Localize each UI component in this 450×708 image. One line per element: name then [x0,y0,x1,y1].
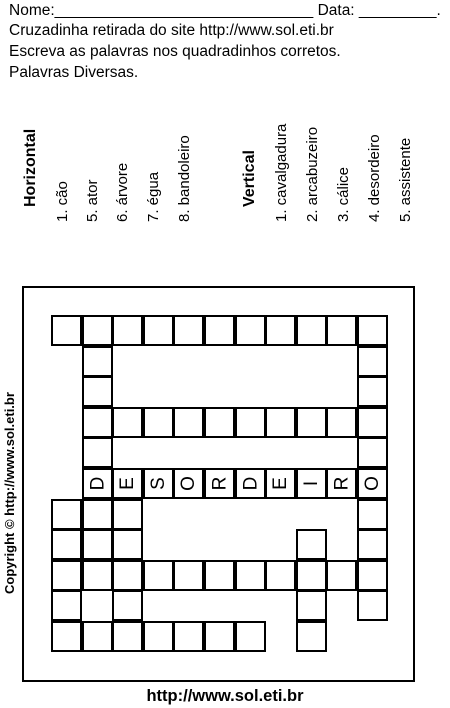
crossword-cell[interactable] [51,315,82,346]
crossword-cell[interactable] [112,529,143,560]
crossword-cell[interactable] [173,407,204,438]
horizontal-clue-1: 1. cão [54,181,71,222]
footer-url: http://www.sol.eti.br [146,687,304,705]
crossword-cell[interactable] [143,407,174,438]
crossword-cell[interactable] [82,621,113,652]
crossword-cell[interactable] [326,468,357,499]
name-date-line: Nome:______________________________ Data: _________. [9,2,441,19]
crossword-cell[interactable] [326,560,357,591]
crossword-cell[interactable] [265,315,296,346]
crossword-cell[interactable] [82,437,113,468]
crossword-cell[interactable] [357,346,388,377]
crossword-cell[interactable] [82,468,113,499]
crossword-cell[interactable] [296,468,327,499]
horizontal-clue-7: 7. égua [145,171,162,222]
crossword-cell[interactable] [296,560,327,591]
crossword-cell[interactable] [296,315,327,346]
vertical-clue-4: 4. desordeiro [366,134,383,222]
crossword-cell[interactable] [112,560,143,591]
crossword-cell[interactable] [235,468,266,499]
horizontal-clue-8: 8. bandoleiro [176,135,193,222]
crossword-cell[interactable] [51,560,82,591]
crossword-cell[interactable] [296,407,327,438]
crossword-cell[interactable] [82,499,113,530]
cell-letter: E [117,477,138,490]
crossword-cell[interactable] [357,407,388,438]
crossword-cell[interactable] [173,621,204,652]
crossword-cell[interactable] [112,407,143,438]
crossword-cell[interactable] [173,468,204,499]
vertical-clue-2: 2. arcabuzeiro [304,126,321,222]
cell-letter: D [86,476,108,491]
crossword-cell[interactable] [112,590,143,621]
crossword-cell[interactable] [204,468,235,499]
crossword-cell[interactable] [357,499,388,530]
crossword-cell[interactable] [296,590,327,621]
horizontal-title: Horizontal [22,128,39,207]
cell-letter: O [362,476,383,491]
crossword-cell[interactable] [204,407,235,438]
instruction-line: Escreva as palavras nos quadradinhos corretos. [9,43,341,60]
crossword-cell[interactable] [173,560,204,591]
vertical-clue-3: 3. cálice [335,166,352,222]
crossword-cell[interactable] [112,621,143,652]
crossword-cell[interactable] [357,376,388,407]
source-line: Cruzadinha retirada do site http://www.sol.eti.br [9,22,334,39]
crossword-cell[interactable] [235,315,266,346]
crossword-cell[interactable] [112,499,143,530]
crossword-cell[interactable] [143,315,174,346]
crossword-cell[interactable] [204,315,235,346]
crossword-cell[interactable] [173,315,204,346]
crossword-cell[interactable] [296,529,327,560]
cell-letter: R [330,476,352,491]
crossword-cell[interactable] [357,590,388,621]
crossword-cell[interactable] [82,346,113,377]
crossword-cell[interactable] [235,407,266,438]
vertical-clue-5: 5. assistente [397,137,414,222]
crossword-cell[interactable] [143,468,174,499]
crossword-cell[interactable] [326,407,357,438]
crossword-cell[interactable] [143,560,174,591]
crossword-cell[interactable] [357,315,388,346]
theme-line: Palavras Diversas. [9,64,139,81]
crossword-cell[interactable] [326,315,357,346]
crossword-cell[interactable] [265,560,296,591]
horizontal-clue-5: 5. ator [84,179,101,222]
crossword-cell[interactable] [235,621,266,652]
crossword-cell[interactable] [82,407,113,438]
crossword-cell[interactable] [265,407,296,438]
crossword-cell[interactable] [112,315,143,346]
crossword-cell[interactable] [82,529,113,560]
crossword-cell[interactable] [82,376,113,407]
crossword-cell[interactable] [112,468,143,499]
crossword-cell[interactable] [82,315,113,346]
cell-letter: E [270,477,291,490]
crossword-cell[interactable] [204,621,235,652]
crossword-cell[interactable] [357,560,388,591]
crossword-cell[interactable] [51,621,82,652]
crossword-cell[interactable] [357,468,388,499]
crossword-cell[interactable] [265,468,296,499]
cell-letter: S [148,477,169,490]
cell-letter: D [239,476,261,491]
crossword-cell[interactable] [357,437,388,468]
copyright-text: Copyright © http://www.sol.eti.br [2,392,17,594]
crossword-cell[interactable] [82,560,113,591]
crossword-cell[interactable] [143,621,174,652]
cell-letter: O [178,476,199,491]
cell-letter: R [208,476,230,491]
crossword-cell[interactable] [51,529,82,560]
vertical-title: Vertical [241,150,258,207]
cell-letter: I [301,480,322,487]
vertical-clue-1: 1. cavalgadura [273,123,290,222]
crossword-cell[interactable] [51,499,82,530]
crossword-cell[interactable] [357,529,388,560]
crossword-cell[interactable] [204,560,235,591]
crossword-cell[interactable] [296,621,327,652]
horizontal-clue-6: 6. árvore [114,162,131,222]
crossword-cell[interactable] [235,560,266,591]
crossword-cell[interactable] [51,590,82,621]
